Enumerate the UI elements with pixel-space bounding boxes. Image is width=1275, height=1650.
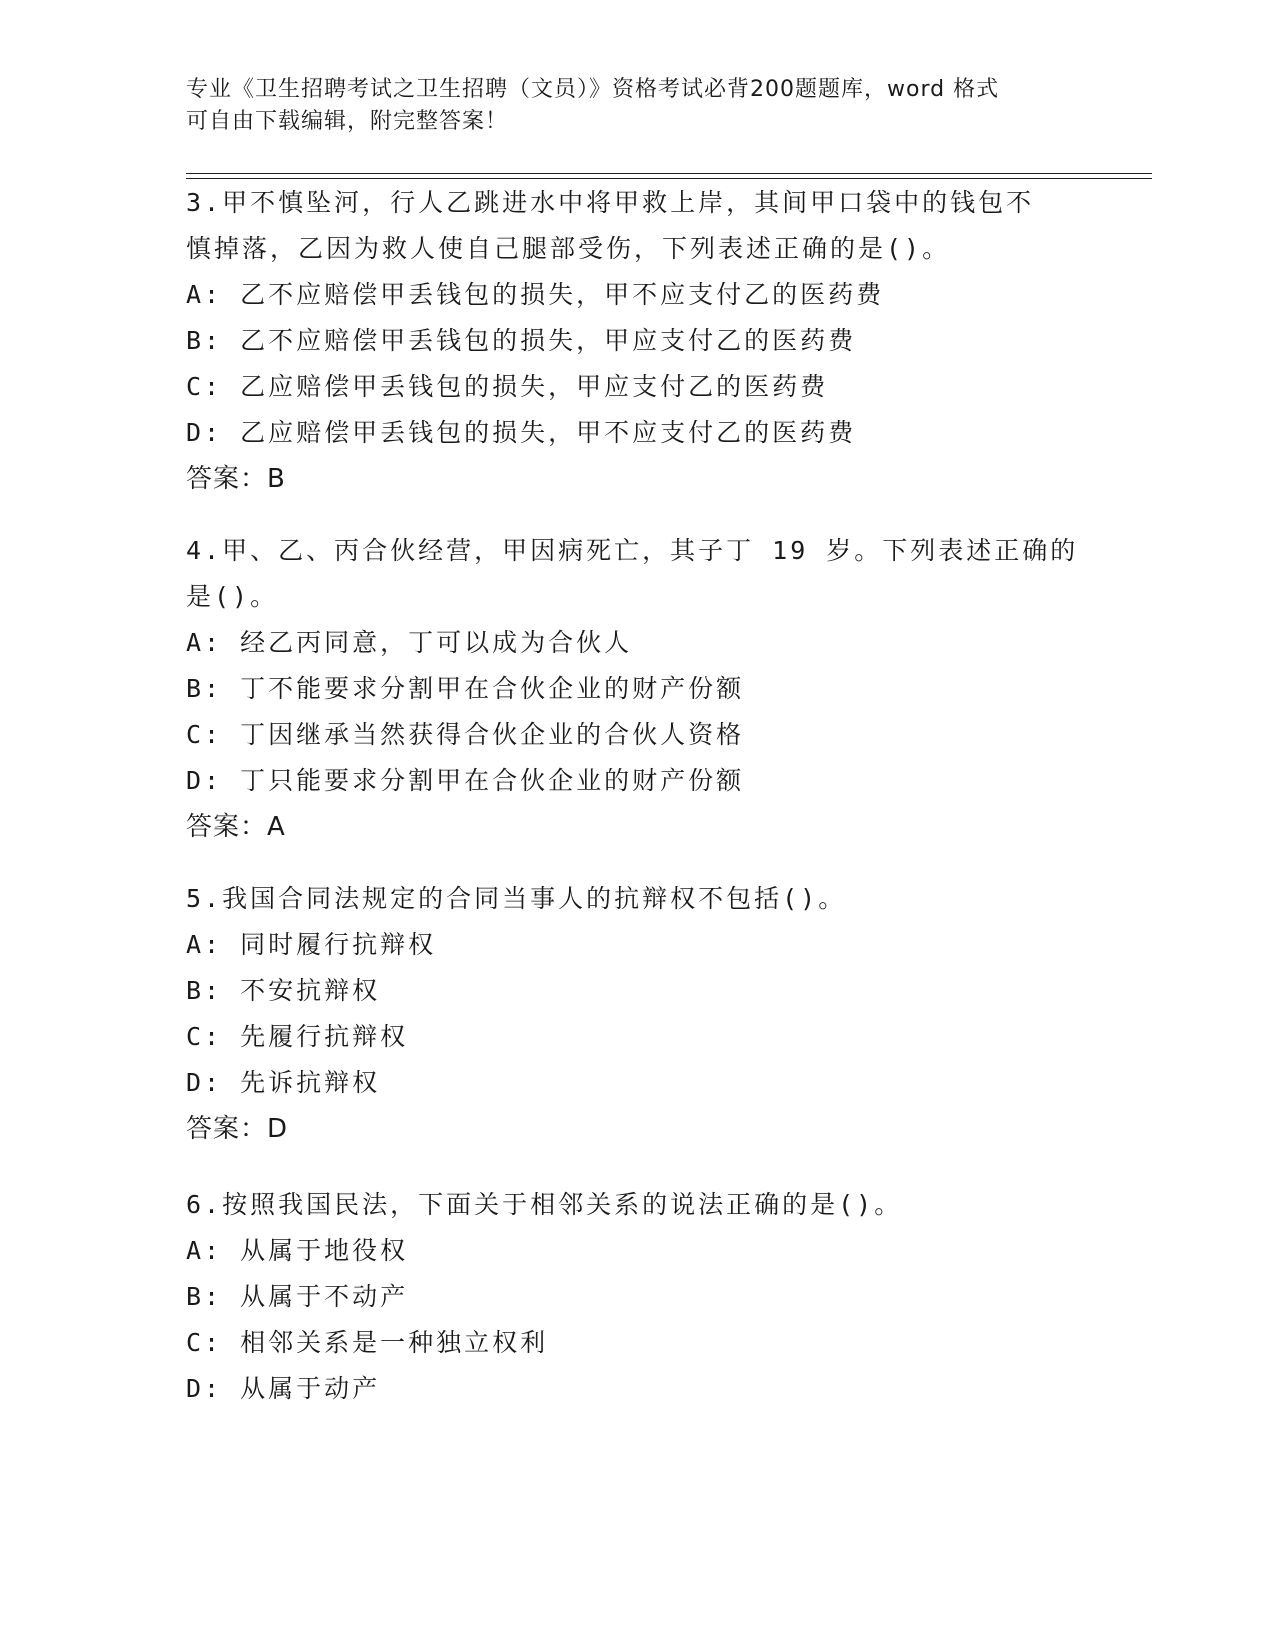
header-line-2: 可自由下载编辑，附完整答案！ (186, 109, 509, 134)
option-d: D: 丁只能要求分割甲在合伙企业的财产份额 (186, 766, 745, 795)
question-block (186, 876, 1086, 1152)
option-a: A: 同时履行抗辩权 (186, 930, 437, 959)
option-a: A: 经乙丙同意，丁可以成为合伙人 (186, 628, 633, 657)
option-b: B: 不安抗辩权 (186, 976, 381, 1005)
option-c: C: 乙应赔偿甲丢钱包的损失，甲应支付乙的医药费 (186, 372, 829, 401)
option-d: D: 先诉抗辩权 (186, 1068, 381, 1097)
answer-line: 答案：D (186, 1114, 289, 1144)
header-divider-top (186, 173, 1152, 174)
question-block (186, 1182, 1086, 1412)
document-header (186, 74, 1086, 138)
option-b: B: 从属于不动产 (186, 1282, 409, 1311)
question-block (186, 528, 1086, 850)
header-line-1: 专业《卫生招聘考试之卫生招聘（文员）》资格考试必背200题题库，word 格式 (186, 77, 1000, 102)
header-divider-bottom (186, 178, 1152, 179)
question-stem-line: 是()。 (186, 582, 279, 611)
question-stem-line: 6.按照我国民法，下面关于相邻关系的说法正确的是()。 (186, 1190, 903, 1219)
option-d: D: 乙应赔偿甲丢钱包的损失，甲不应支付乙的医药费 (186, 418, 857, 447)
option-c: C: 相邻关系是一种独立权利 (186, 1328, 549, 1357)
answer-line: 答案：B (186, 464, 286, 494)
answer-line: 答案：A (186, 812, 286, 842)
question-stem-line: 5.我国合同法规定的合同当事人的抗辩权不包括()。 (186, 884, 847, 913)
option-b: B: 丁不能要求分割甲在合伙企业的财产份额 (186, 674, 745, 703)
option-c: C: 丁因继承当然获得合伙企业的合伙人资格 (186, 720, 745, 749)
option-a: A: 乙不应赔偿甲丢钱包的损失，甲不应支付乙的医药费 (186, 280, 885, 309)
option-c: C: 先履行抗辩权 (186, 1022, 409, 1051)
option-d: D: 从属于动产 (186, 1374, 381, 1403)
question-stem-line: 4.甲、乙、丙合伙经营，甲因病死亡，其子丁 19 岁。下列表述正确的 (186, 536, 1079, 565)
option-a: A: 从属于地役权 (186, 1236, 409, 1265)
question-block (186, 180, 1086, 502)
question-stem-line: 慎掉落，乙因为救人使自己腿部受伤，下列表述正确的是()。 (186, 234, 951, 263)
question-stem-line: 3.甲不慎坠河，行人乙跳进水中将甲救上岸，其间甲口袋中的钱包不 (186, 188, 1035, 217)
option-b: B: 乙不应赔偿甲丢钱包的损失，甲应支付乙的医药费 (186, 326, 857, 355)
